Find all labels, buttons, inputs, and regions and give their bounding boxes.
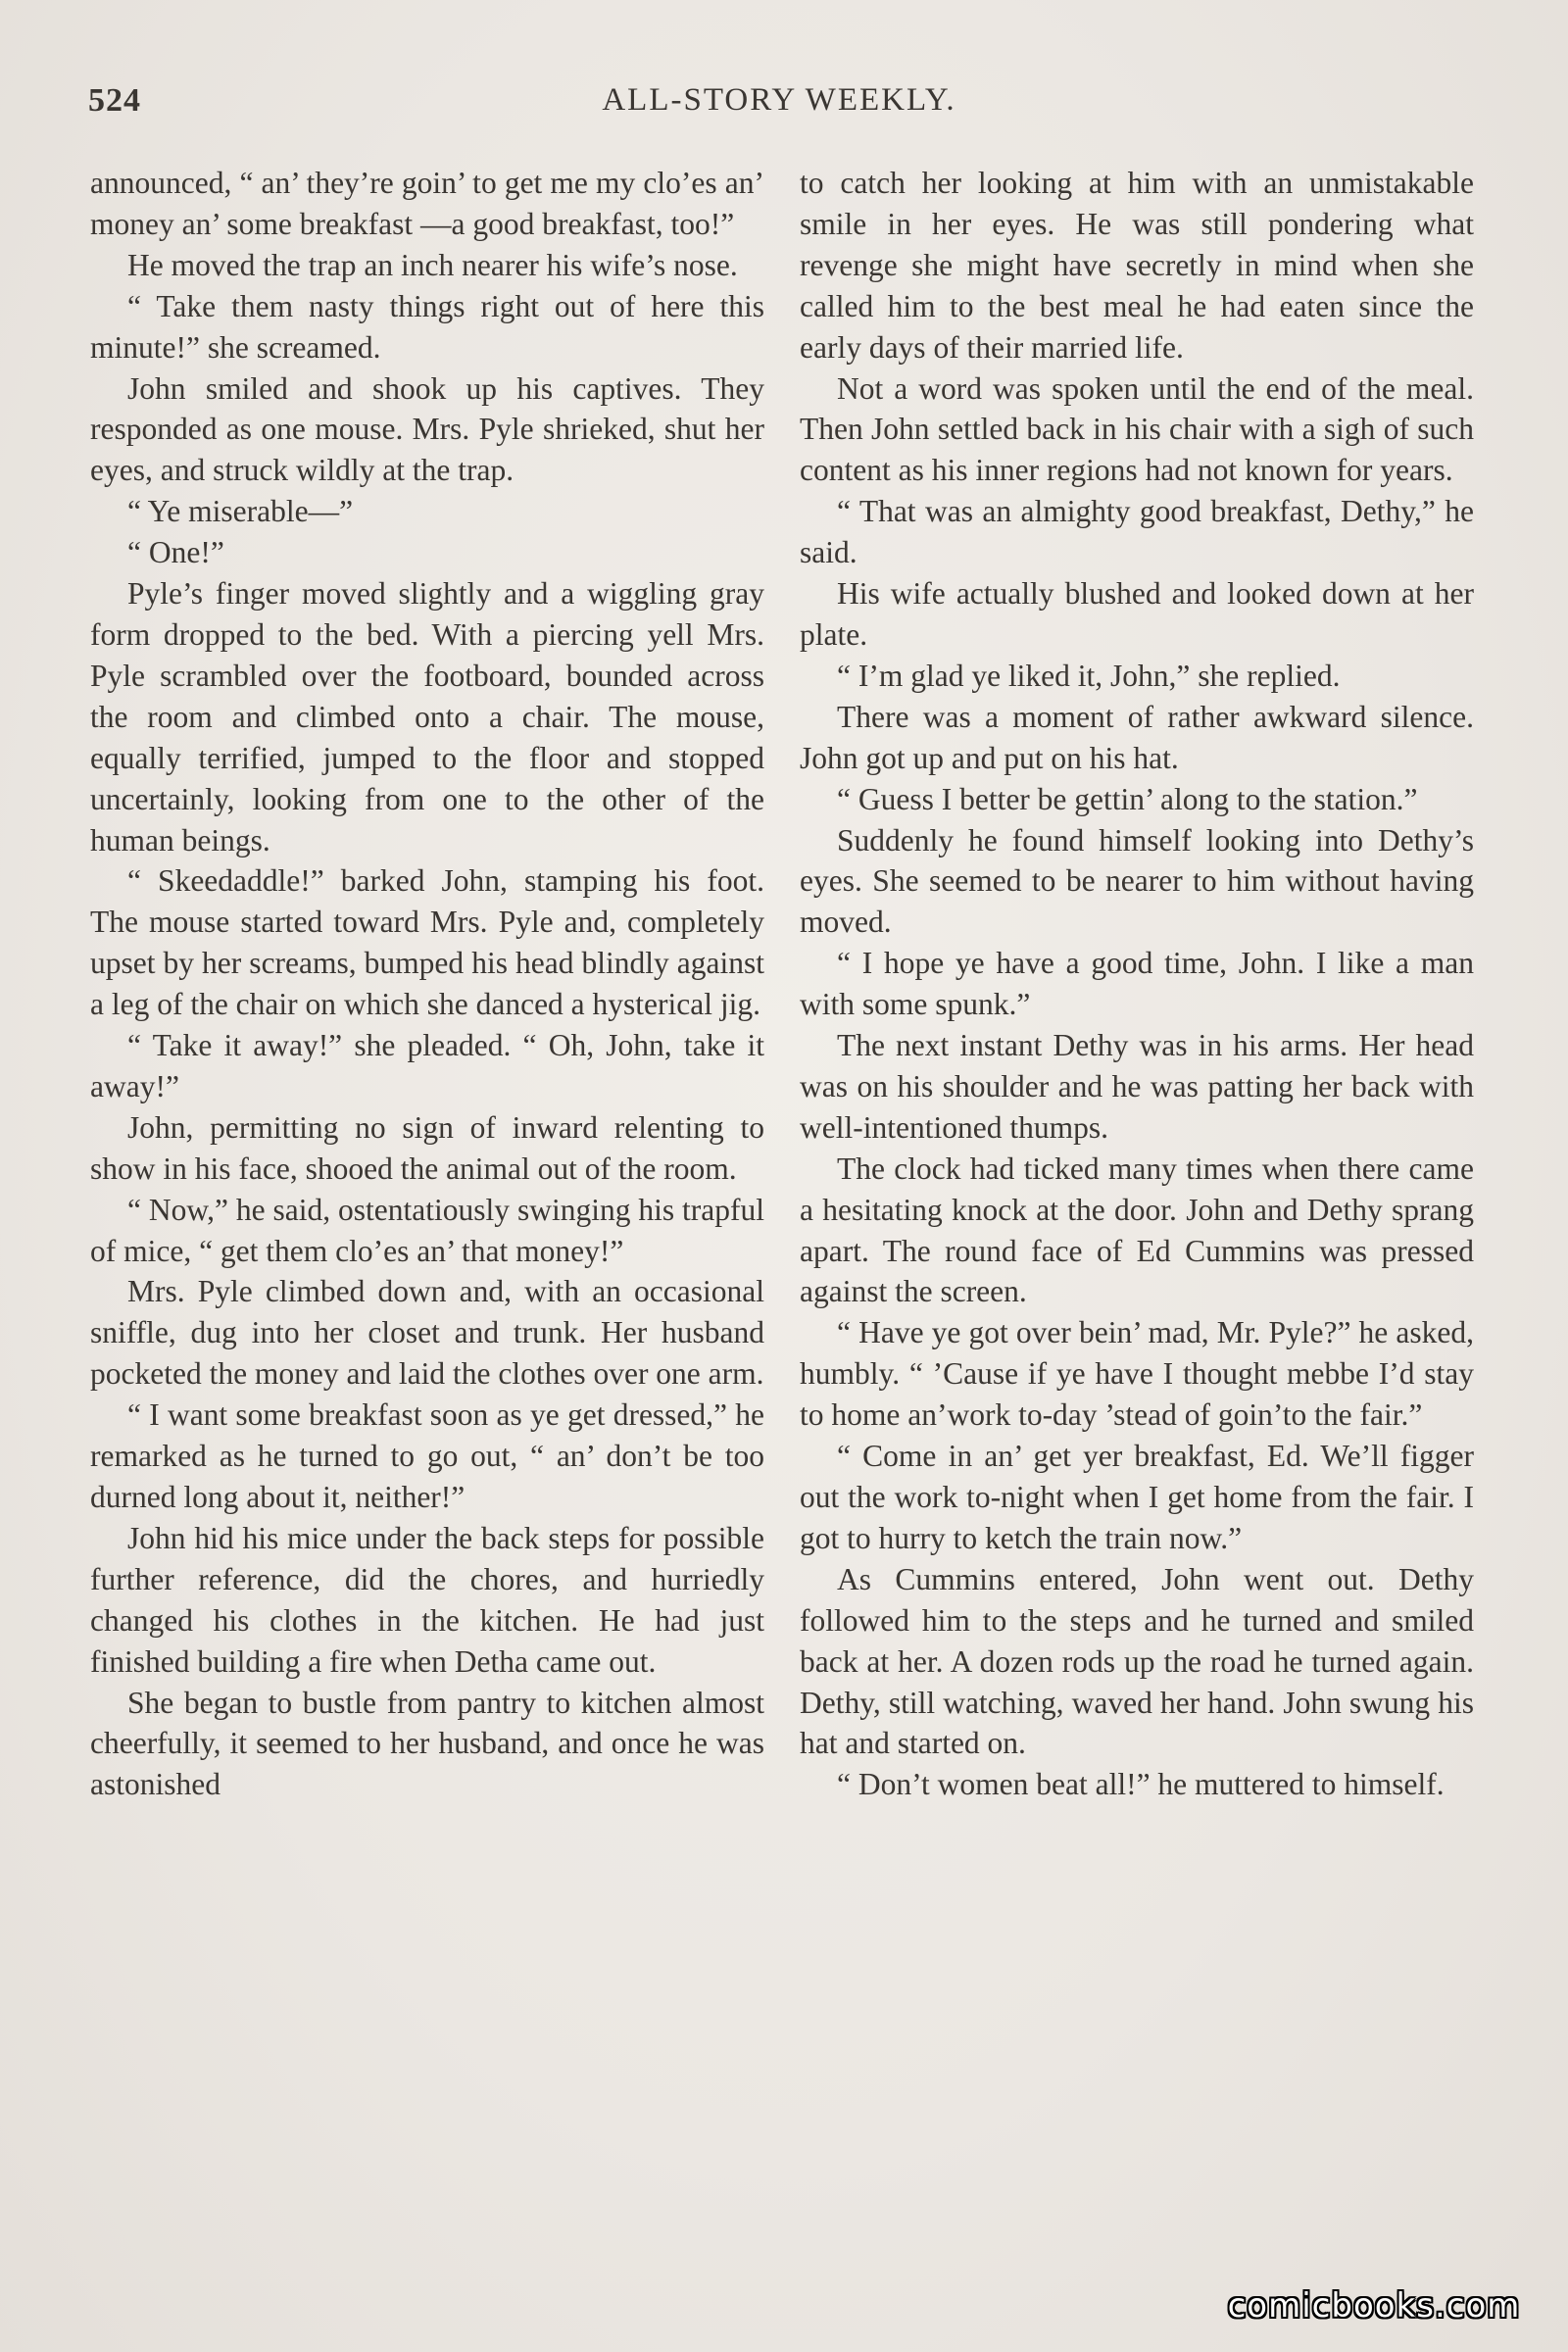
page-header	[88, 82, 1470, 131]
paragraph: He moved the trap an inch nearer his wife’s nose.	[127, 247, 738, 282]
paragraph: “ Take it away!” she pleaded. “ Oh, John, take it away!”	[90, 1028, 764, 1103]
paragraph: “ Don’t women beat all!” he muttered to himself.	[837, 1767, 1445, 1802]
paragraph: John, permitting no sign of inward relenting to show in his face, shooed the animal out of the room.	[90, 1109, 764, 1186]
paragraph: “ Now,” he said, ostentatiously swinging his trapful of mice, “ get them clo’es an’ that money!”	[90, 1192, 764, 1268]
page-number: 524	[88, 82, 141, 119]
paragraph: John hid his mice under the back steps for possible further reference, did the chores, and hurriedly changed his clothes in the kitchen. He had just finished building a fire when Detha came out.	[90, 1520, 764, 1679]
paragraph: “ Come in an’ get yer breakfast, Ed. We’ll figger out the work to-night when I get home from the fair. I got to hurry to ketch the train now.”	[800, 1439, 1474, 1555]
paragraph: “ Guess I better be gettin’ along to the station.”	[837, 781, 1418, 816]
paragraph: Not a word was spoken until the end of the meal. Then John settled back in his chair with a sigh of such content as his inner regions had not known for years.	[800, 370, 1474, 488]
magazine-title: ALL-STORY WEEKLY.	[602, 82, 956, 118]
paragraph: “ That was an almighty good breakfast, Dethy,” he said.	[800, 494, 1474, 570]
left-text-column	[90, 163, 764, 1805]
paragraph: “ Take them nasty things right out of here this minute!” she screamed.	[90, 288, 764, 365]
paragraph: announced, “ an’ they’re goin’ to get me my clo’es an’ money an’ some breakfast —a good breakfast, too!”	[90, 166, 764, 241]
paragraph: “ I hope ye have a good time, John. I like a man with some spunk.”	[800, 946, 1474, 1022]
paragraph: “ Ye miserable—”	[127, 494, 354, 529]
paragraph: “ I want some breakfast soon as ye get dressed,” he remarked as he turned to go out, “ an’ don’t be too durned long about it, neither!”	[90, 1397, 764, 1514]
paragraph: As Cummins entered, John went out. Dethy followed him to the steps and he turned and smiled back at her. A dozen rods up the road he turned again. Dethy, still watching, waved her hand. John swung his hat and started on.	[800, 1561, 1474, 1761]
paragraph: Pyle’s finger moved slightly and a wiggling gray form dropped to the bed. With a piercing yell Mrs. Pyle scrambled over the footboard, bounded across the room and climbed onto a chair. The mouse, equally terrified, jumped to the floor and stopped uncertainly, looking from one to the other of the human beings.	[90, 576, 764, 858]
paragraph: His wife actually blushed and looked down at her plate.	[800, 576, 1474, 652]
right-text-column	[800, 163, 1474, 1805]
paragraph: “ Skeedaddle!” barked John, stamping his foot. The mouse started toward Mrs. Pyle and, completely upset by her screams, bumped his head blindly against a leg of the chair on which she danced a hysterical jig.	[90, 863, 764, 1022]
paragraph: “ Have ye got over bein’ mad, Mr. Pyle?” he asked, humbly. “ ’Cause if ye have I thought mebbe I’d stay to home an’work to-day ’stead of goin’to the fair.”	[800, 1315, 1474, 1433]
paragraph: “ One!”	[127, 535, 224, 570]
paragraph: Suddenly he found himself looking into Dethy’s eyes. She seemed to be nearer to him without having moved.	[800, 822, 1474, 940]
paragraph: She began to bustle from pantry to kitchen almost cheerfully, it seemed to her husband, and once he was astonished	[90, 1685, 764, 1802]
paragraph: Mrs. Pyle climbed down and, with an occasional sniffle, dug into her closet and trunk. Her husband pocketed the money and laid the clothes over one arm.	[90, 1274, 764, 1392]
paragraph: John smiled and shook up his captives. They responded as one mouse. Mrs. Pyle shrieked, shut her eyes, and struck wildly at the trap.	[90, 370, 764, 488]
paragraph: There was a moment of rather awkward silence. John got up and put on his hat.	[800, 699, 1474, 775]
paragraph: to catch her looking at him with an unmistakable smile in her eyes. He was still pondering what revenge she might have secretly in mind when she called him to the best meal he had eaten since the early days of their married life.	[800, 166, 1474, 365]
paragraph: The next instant Dethy was in his arms. Her head was on his shoulder and he was patting her back with well-intentioned thumps.	[800, 1028, 1474, 1145]
paragraph: “ I’m glad ye liked it, John,” she replied.	[837, 658, 1341, 693]
paragraph: The clock had ticked many times when there came a hesitating knock at the door. John and Dethy sprang apart. The round face of Ed Cummins was pressed against the screen.	[800, 1151, 1474, 1309]
watermark: comicbooks.com	[1227, 2286, 1521, 2326]
